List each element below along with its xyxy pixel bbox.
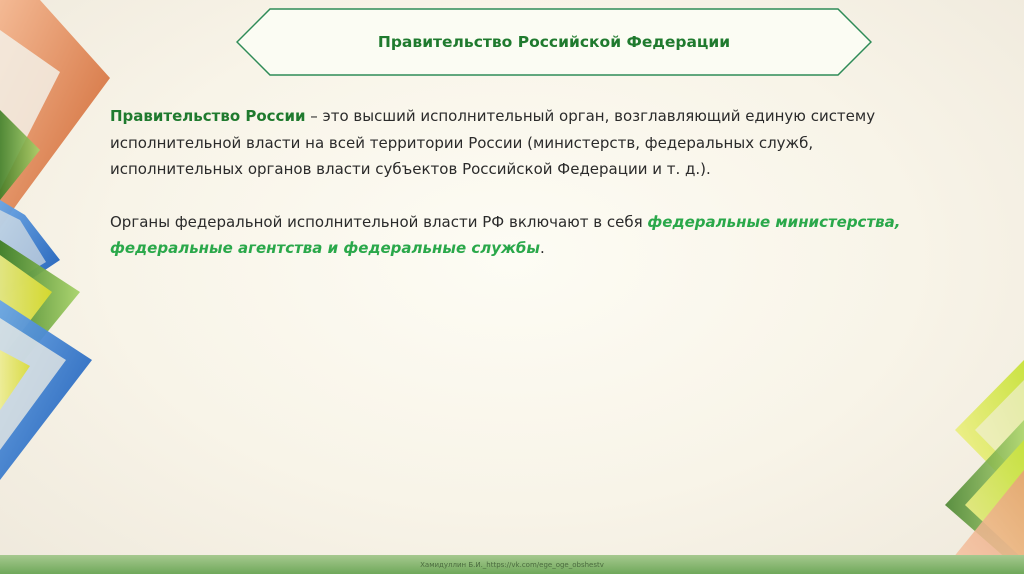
highlight-term: федеральные министерства, федеральные агентства и федеральные службы (110, 212, 901, 257)
paragraph-1-text: – это высший исполнительный орган, возглавляющий единую систему исполнительной власти на всей территории России (министерств, федеральных служб, исполнительных органов власти субъектов Российской Федерации и т. д.). (110, 107, 876, 178)
slide-body (110, 103, 930, 262)
paragraph-2-intro: Органы федеральной исполнительной власти РФ включают в себя (110, 212, 648, 231)
paragraph-2-end: . (539, 239, 545, 257)
lead-term: Правительство России (110, 107, 306, 125)
slide-title: Правительство Российской Федерации (377, 33, 731, 51)
footer-bar (0, 555, 1024, 574)
paragraph-2 (110, 209, 930, 262)
paragraph-1 (110, 103, 930, 183)
footer-credit: Хамидуллин Б.И._https://vk.com/ege_oge_obshestv (420, 560, 604, 569)
title-banner (236, 8, 872, 76)
